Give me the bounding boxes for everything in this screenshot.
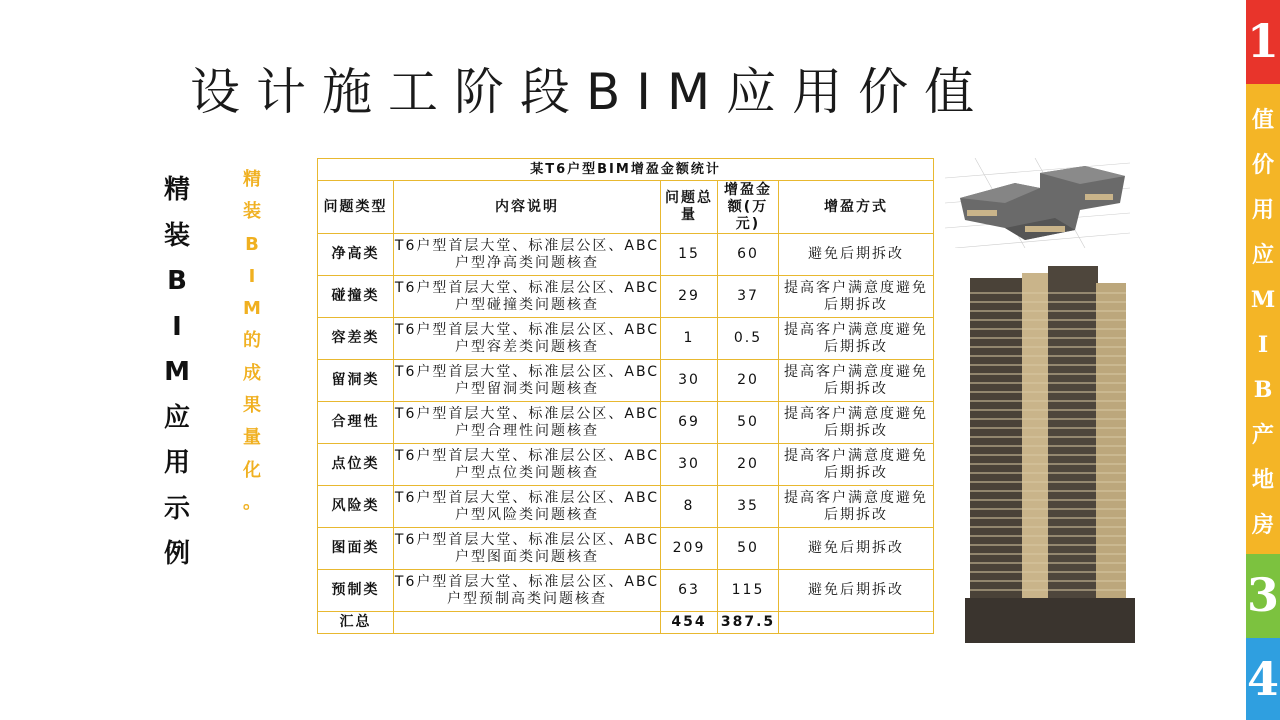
sidebar-segment-red [1246,0,1280,84]
cell-type: 图面类 [318,528,394,570]
cell-count: 30 [661,444,718,486]
cell-count: 29 [661,276,718,318]
sidebar-vertical-char: 地 [1251,467,1274,493]
mid-vertical-char: 。 [243,491,261,513]
sidebar-vertical-char: 房 [1251,512,1274,538]
cell-type: 净高类 [318,234,394,276]
total-label: 汇总 [318,612,394,634]
table-row [318,570,934,612]
cell-method: 提高客户满意度避免后期拆改 [779,402,934,444]
col-header-type: 问题类型 [318,181,394,234]
cell-amount: 0.5 [718,318,779,360]
col-header-count: 问题总量 [661,181,718,234]
cell-amount: 37 [718,276,779,318]
cell-count: 1 [661,318,718,360]
cell-method: 提高客户满意度避免后期拆改 [779,318,934,360]
cell-count: 63 [661,570,718,612]
cell-desc: T6户型首层大堂、标准层公区、ABC户型点位类问题核查 [394,444,661,486]
sidebar-vertical-char: 值 [1251,107,1274,133]
cell-desc: T6户型首层大堂、标准层公区、ABC户型图面类问题核查 [394,528,661,570]
mid-vertical-char: 的 [243,330,261,352]
cell-count: 8 [661,486,718,528]
left-vertical-char: I [172,311,182,342]
left-vertical-char: 用 [163,448,190,478]
left-vertical-heading [160,168,194,578]
cell-desc: T6户型首层大堂、标准层公区、ABC户型净高类问题核查 [394,234,661,276]
cell-desc: T6户型首层大堂、标准层公区、ABC户型留洞类问题核查 [394,360,661,402]
left-vertical-char: B [167,266,187,296]
cell-type: 碰撞类 [318,276,394,318]
left-vertical-char: 示 [163,493,190,524]
right-sidebar [1246,0,1280,720]
mid-vertical-char: 精 [243,169,261,190]
sidebar-segment-blue [1246,638,1280,720]
cell-desc: T6户型首层大堂、标准层公区、ABC户型容差类问题核查 [394,318,661,360]
mid-vertical-char: 化 [243,459,261,481]
left-vertical-char: 装 [163,220,190,251]
building-podium-model-image [945,158,1130,248]
col-header-method: 增盈方式 [779,181,934,234]
cell-type: 容差类 [318,318,394,360]
total-amount: 387.5 [718,612,779,634]
sidebar-segment-green [1246,554,1280,638]
total-empty [394,612,661,634]
cell-desc: T6户型首层大堂、标准层公区、ABC户型碰撞类问题核查 [394,276,661,318]
sidebar-vertical-char: I [1257,332,1269,358]
sidebar-number-3: 3 [1246,568,1279,622]
mid-vertical-char: M [243,298,261,320]
sidebar-number-4: 4 [1246,652,1279,706]
sidebar-vertical-char: 用 [1251,197,1274,223]
cell-type: 点位类 [318,444,394,486]
cell-type: 合理性 [318,402,394,444]
table-row [318,360,934,402]
cell-count: 209 [661,528,718,570]
building-tower-model-image [960,258,1145,643]
table-row [318,444,934,486]
cell-method: 提高客户满意度避免后期拆改 [779,276,934,318]
cell-amount: 20 [718,444,779,486]
mid-vertical-char: 果 [243,395,261,417]
mid-vertical-char: 装 [243,201,261,223]
table-row [318,318,934,360]
profit-table [317,158,934,634]
left-vertical-char: 例 [163,539,190,569]
mid-vertical-char: I [248,265,256,287]
table-row [318,486,934,528]
cell-method: 避免后期拆改 [779,570,934,612]
cell-method: 提高客户满意度避免后期拆改 [779,360,934,402]
table-row [318,234,934,276]
cell-amount: 20 [718,360,779,402]
sidebar-vertical-char: 应 [1251,242,1274,268]
cell-amount: 35 [718,486,779,528]
table-row [318,276,934,318]
cell-count: 69 [661,402,718,444]
sidebar-vertical-text [1246,98,1280,548]
cell-type: 风险类 [318,486,394,528]
mid-vertical-char: 成 [243,362,261,384]
col-header-amount: 增盈金额(万元) [718,181,779,234]
left-vertical-char: 应 [163,402,190,433]
page-title: 设计施工阶段BIM应用价值 [190,63,991,121]
cell-desc: T6户型首层大堂、标准层公区、ABC户型合理性问题核查 [394,402,661,444]
cell-count: 30 [661,360,718,402]
cell-count: 15 [661,234,718,276]
total-row [318,612,934,634]
cell-type: 预制类 [318,570,394,612]
col-header-desc: 内容说明 [394,181,661,234]
left-vertical-char: M [164,357,190,387]
cell-method: 避免后期拆改 [779,528,934,570]
cell-desc: T6户型首层大堂、标准层公区、ABC户型风险类问题核查 [394,486,661,528]
cell-amount: 115 [718,570,779,612]
sidebar-vertical-char: 价 [1251,152,1274,178]
total-empty-method [779,612,934,634]
mid-vertical-char: B [245,233,259,255]
sidebar-number-1: 1 [1246,14,1279,68]
table-title: 某T6户型BIM增盈金额统计 [318,159,934,181]
cell-desc: T6户型首层大堂、标准层公区、ABC户型预制高类问题核查 [394,570,661,612]
cell-amount: 50 [718,528,779,570]
cell-type: 留洞类 [318,360,394,402]
table-row [318,402,934,444]
mid-vertical-char: 量 [243,427,261,449]
total-count: 454 [661,612,718,634]
left-vertical-char: 精 [163,175,190,205]
sidebar-vertical-char: M [1250,287,1276,313]
sidebar-vertical-char: B [1253,377,1273,403]
sidebar-vertical-char: 产 [1251,422,1274,448]
table-row [318,528,934,570]
cell-amount: 60 [718,234,779,276]
cell-method: 提高客户满意度避免后期拆改 [779,444,934,486]
cell-method: 避免后期拆改 [779,234,934,276]
cell-amount: 50 [718,402,779,444]
mid-vertical-caption [238,164,266,519]
cell-method: 提高客户满意度避免后期拆改 [779,486,934,528]
